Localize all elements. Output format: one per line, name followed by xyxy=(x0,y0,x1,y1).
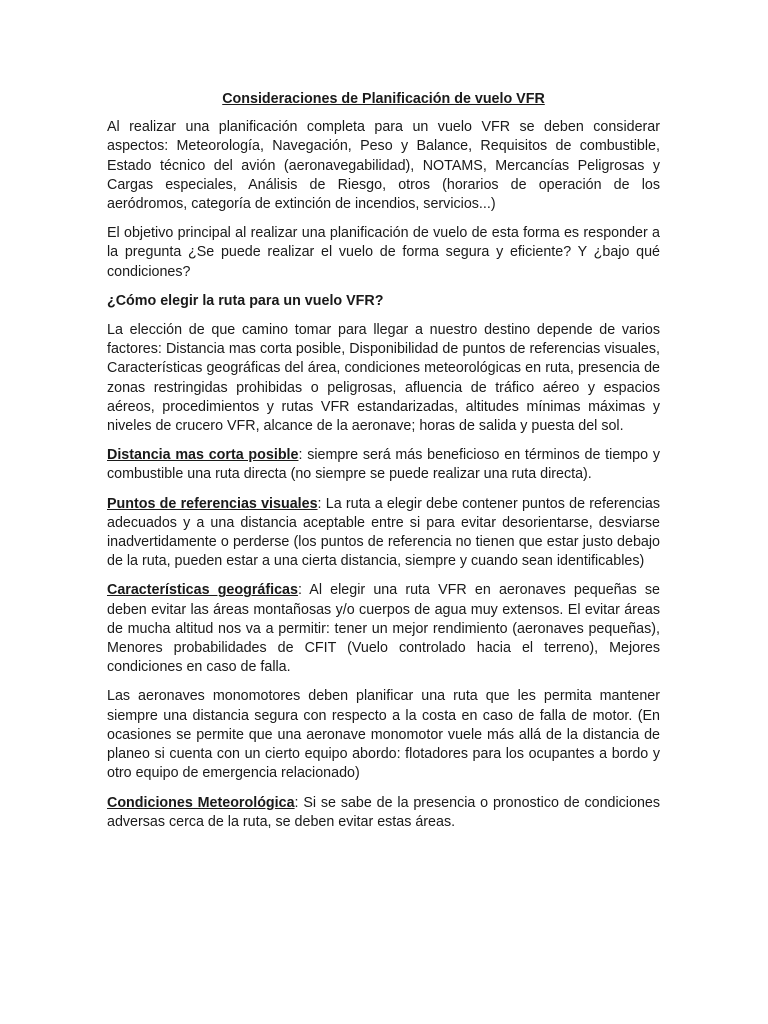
factor-term: Condiciones Meteorológica xyxy=(107,794,295,811)
factor-text: : Si se sabe de la presencia o pronostico de condiciones adversas cerca de la ruta, se deben evitar estas áreas. xyxy=(107,794,660,830)
route-heading: ¿Cómo elegir la ruta para un vuelo VFR? xyxy=(107,292,384,309)
route-intro-paragraph: La elección de que camino tomar para llegar a nuestro destino depende de varios factores: Distancia mas corta posible, Disponibilidad de puntos de referencias visuales, Características geográficas del área, condiciones meteorológicas en ruta, presencia de zonas restringidas prohibidas o peligrosas, afluencia de tráfico aéreo y espacios aéreos, procedimientos y rutas VFR estandarizadas, altitudes mínimas máximas y niveles de crucero VFR, alcance de la aeronave; horas de salida y puesta del sol. xyxy=(107,322,660,435)
factor-text: : Al elegir una ruta VFR en aeronaves pequeñas se deben evitar las áreas montañosas y/o cuerpos de agua muy extensos. El evitar áreas de mucha altitud nos va a permitir: tener un mejor rendimiento (aeronaves pequeñas), Menores probabilidades de CFIT (Vuelo controlado hacia el terreno), Mejores condiciones en caso de falla. xyxy=(107,582,660,676)
single-engine-paragraph: Las aeronaves monomotores deben planificar una ruta que les permita mantener siempre una distancia segura con respecto a la costa en caso de falla de motor. (En ocasiones se permite que una aeronave monomotor vuele más allá de la distancia de planeo si cuenta con un cierto equipo abordo: flotadores para los ocupantes a bordo y otro equipo de emergencia relacionado) xyxy=(107,688,660,782)
factor-term: Características geográficas xyxy=(107,582,298,599)
factor-term: Puntos de referencias visuales xyxy=(107,495,318,512)
factor-text: : La ruta a elegir debe contener puntos de referencias adecuados y a una distancia aceptable entre si para evitar desorientarse, desviarse inadvertidamente o perderse (los puntos de referencia no tienen que estar justo debajo de la ruta, pueden estar a una cierta distancia, siempre y cuando sean identificables) xyxy=(107,495,660,570)
document-title: Consideraciones de Planificación de vuelo VFR xyxy=(222,91,545,107)
factor-text: : siempre será más beneficioso en términos de tiempo y combustible una ruta directa (no siempre se puede realizar una ruta directa). xyxy=(107,447,660,483)
factor-term: Distancia mas corta posible xyxy=(107,447,299,464)
objective-paragraph: El objetivo principal al realizar una planificación de vuelo de esta forma es responder a la pregunta ¿Se puede realizar el vuelo de forma segura y eficiente? Y ¿bajo qué condiciones? xyxy=(107,225,660,280)
factor-geographic-features xyxy=(107,581,660,677)
factor-weather-conditions xyxy=(107,794,660,832)
factor-shortest-distance xyxy=(107,446,660,484)
factor-visual-references xyxy=(107,495,660,572)
intro-paragraph: Al realizar una planificación completa para un vuelo VFR se deben considerar aspectos: Meteorología, Navegación, Peso y Balance, Requisitos de combustible, Estado técnico del avión (aeronavegabilidad), NOTAMS, Mercancías Peligrosas y Cargas especiales, Análisis de Riesgo, otros (horarios de operación de los aeródromos, categoría de extinción de incendios, servicios...) xyxy=(107,119,660,213)
